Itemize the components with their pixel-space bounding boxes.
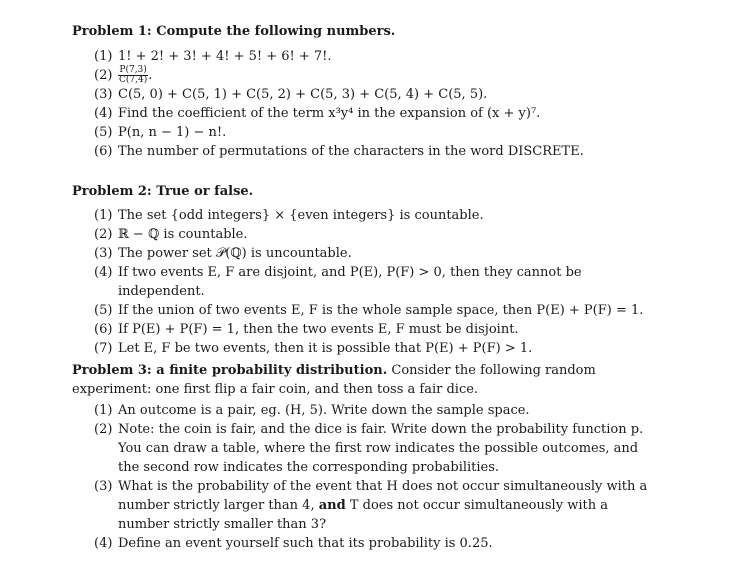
item-text: T does not occur simultaneously with a number strictly smaller than 3? xyxy=(118,498,608,532)
list-item xyxy=(72,104,652,123)
problem-3-intro-text: Consider the following random experiment: one first flip a fair coin, and then toss a fair dice. xyxy=(72,363,596,397)
list-item xyxy=(72,206,652,225)
item-text: P(n, n − 1) − n!. xyxy=(118,125,227,140)
problem-1-heading: Problem 1: Compute the following numbers. xyxy=(72,24,396,39)
item-number: (2) xyxy=(94,227,113,242)
item-suffix: . xyxy=(148,68,153,83)
list-item xyxy=(72,534,652,553)
problem-3 xyxy=(72,361,652,553)
item-text: Find the coefficient of the term x³y⁴ in the expansion of (x + y)⁷. xyxy=(118,106,541,121)
item-text: Define an event yourself such that its probability is 0.25. xyxy=(118,536,493,551)
problem-2-heading: Problem 2: True or false. xyxy=(72,184,254,199)
item-number: (4) xyxy=(94,265,113,280)
item-number: (4) xyxy=(94,106,113,121)
list-item xyxy=(72,477,652,534)
item-number: (5) xyxy=(94,303,113,318)
item-text: ℝ − ℚ is countable. xyxy=(118,227,248,242)
emphasis-word: and xyxy=(318,498,346,513)
item-text: The power set 𝒫(ℚ) is uncountable. xyxy=(118,246,352,261)
fraction xyxy=(118,66,148,85)
item-number: (4) xyxy=(94,536,113,551)
fraction-denominator: C(7,4) xyxy=(119,75,148,85)
item-number: (7) xyxy=(94,341,113,356)
item-number: (6) xyxy=(94,322,113,337)
item-number: (1) xyxy=(94,403,113,418)
problem-3-list xyxy=(72,401,652,553)
item-text: The number of permutations of the characters in the word DISCRETE. xyxy=(118,144,584,159)
list-item xyxy=(72,401,652,420)
list-item xyxy=(72,142,652,161)
problem-3-intro xyxy=(72,361,652,399)
list-item xyxy=(72,85,652,104)
fraction-numerator: P(7,3) xyxy=(119,65,147,75)
problem-2 xyxy=(72,182,652,358)
item-number: (3) xyxy=(94,479,113,494)
list-item xyxy=(72,301,652,320)
problem-3-heading: Problem 3: a finite probability distribution. xyxy=(72,363,388,378)
item-text: Note: the coin is fair, and the dice is fair. Write down the probability function p. You can draw a table, where the first row indicates the possible outcomes, and the second row indicates the corresponding probabilities. xyxy=(118,422,644,475)
problem-1-list xyxy=(72,47,652,161)
item-text: What is the probability of the event that H does not occur simultaneously with a number strictly larger than 4, xyxy=(118,479,648,513)
list-item xyxy=(72,263,652,301)
problem-1 xyxy=(72,22,652,161)
item-text: Let E, F be two events, then it is possible that P(E) + P(F) > 1. xyxy=(118,341,533,356)
list-item xyxy=(72,225,652,244)
item-text: The set {odd integers} × {even integers} is countable. xyxy=(118,208,484,223)
item-number: (6) xyxy=(94,144,113,159)
item-number: (1) xyxy=(94,208,113,223)
list-item xyxy=(72,66,652,85)
item-text: 1! + 2! + 3! + 4! + 5! + 6! + 7!. xyxy=(118,49,332,64)
item-number: (1) xyxy=(94,49,113,64)
item-number: (3) xyxy=(94,87,113,102)
list-item xyxy=(72,339,652,358)
item-number: (5) xyxy=(94,125,113,140)
list-item xyxy=(72,47,652,66)
problem-2-list xyxy=(72,206,652,358)
list-item xyxy=(72,244,652,263)
list-item xyxy=(72,320,652,339)
item-text: If two events E, F are disjoint, and P(E), P(F) > 0, then they cannot be independent. xyxy=(118,265,582,299)
item-number: (2) xyxy=(94,68,113,83)
item-text: An outcome is a pair, eg. (H, 5). Write down the sample space. xyxy=(118,403,530,418)
item-number: (3) xyxy=(94,246,113,261)
item-text: If the union of two events E, F is the whole sample space, then P(E) + P(F) = 1. xyxy=(118,303,644,318)
list-item xyxy=(72,123,652,142)
item-text: If P(E) + P(F) = 1, then the two events E, F must be disjoint. xyxy=(118,322,519,337)
item-text: C(5, 0) + C(5, 1) + C(5, 2) + C(5, 3) + C(5, 4) + C(5, 5). xyxy=(118,87,488,102)
item-number: (2) xyxy=(94,422,113,437)
list-item xyxy=(72,420,652,477)
